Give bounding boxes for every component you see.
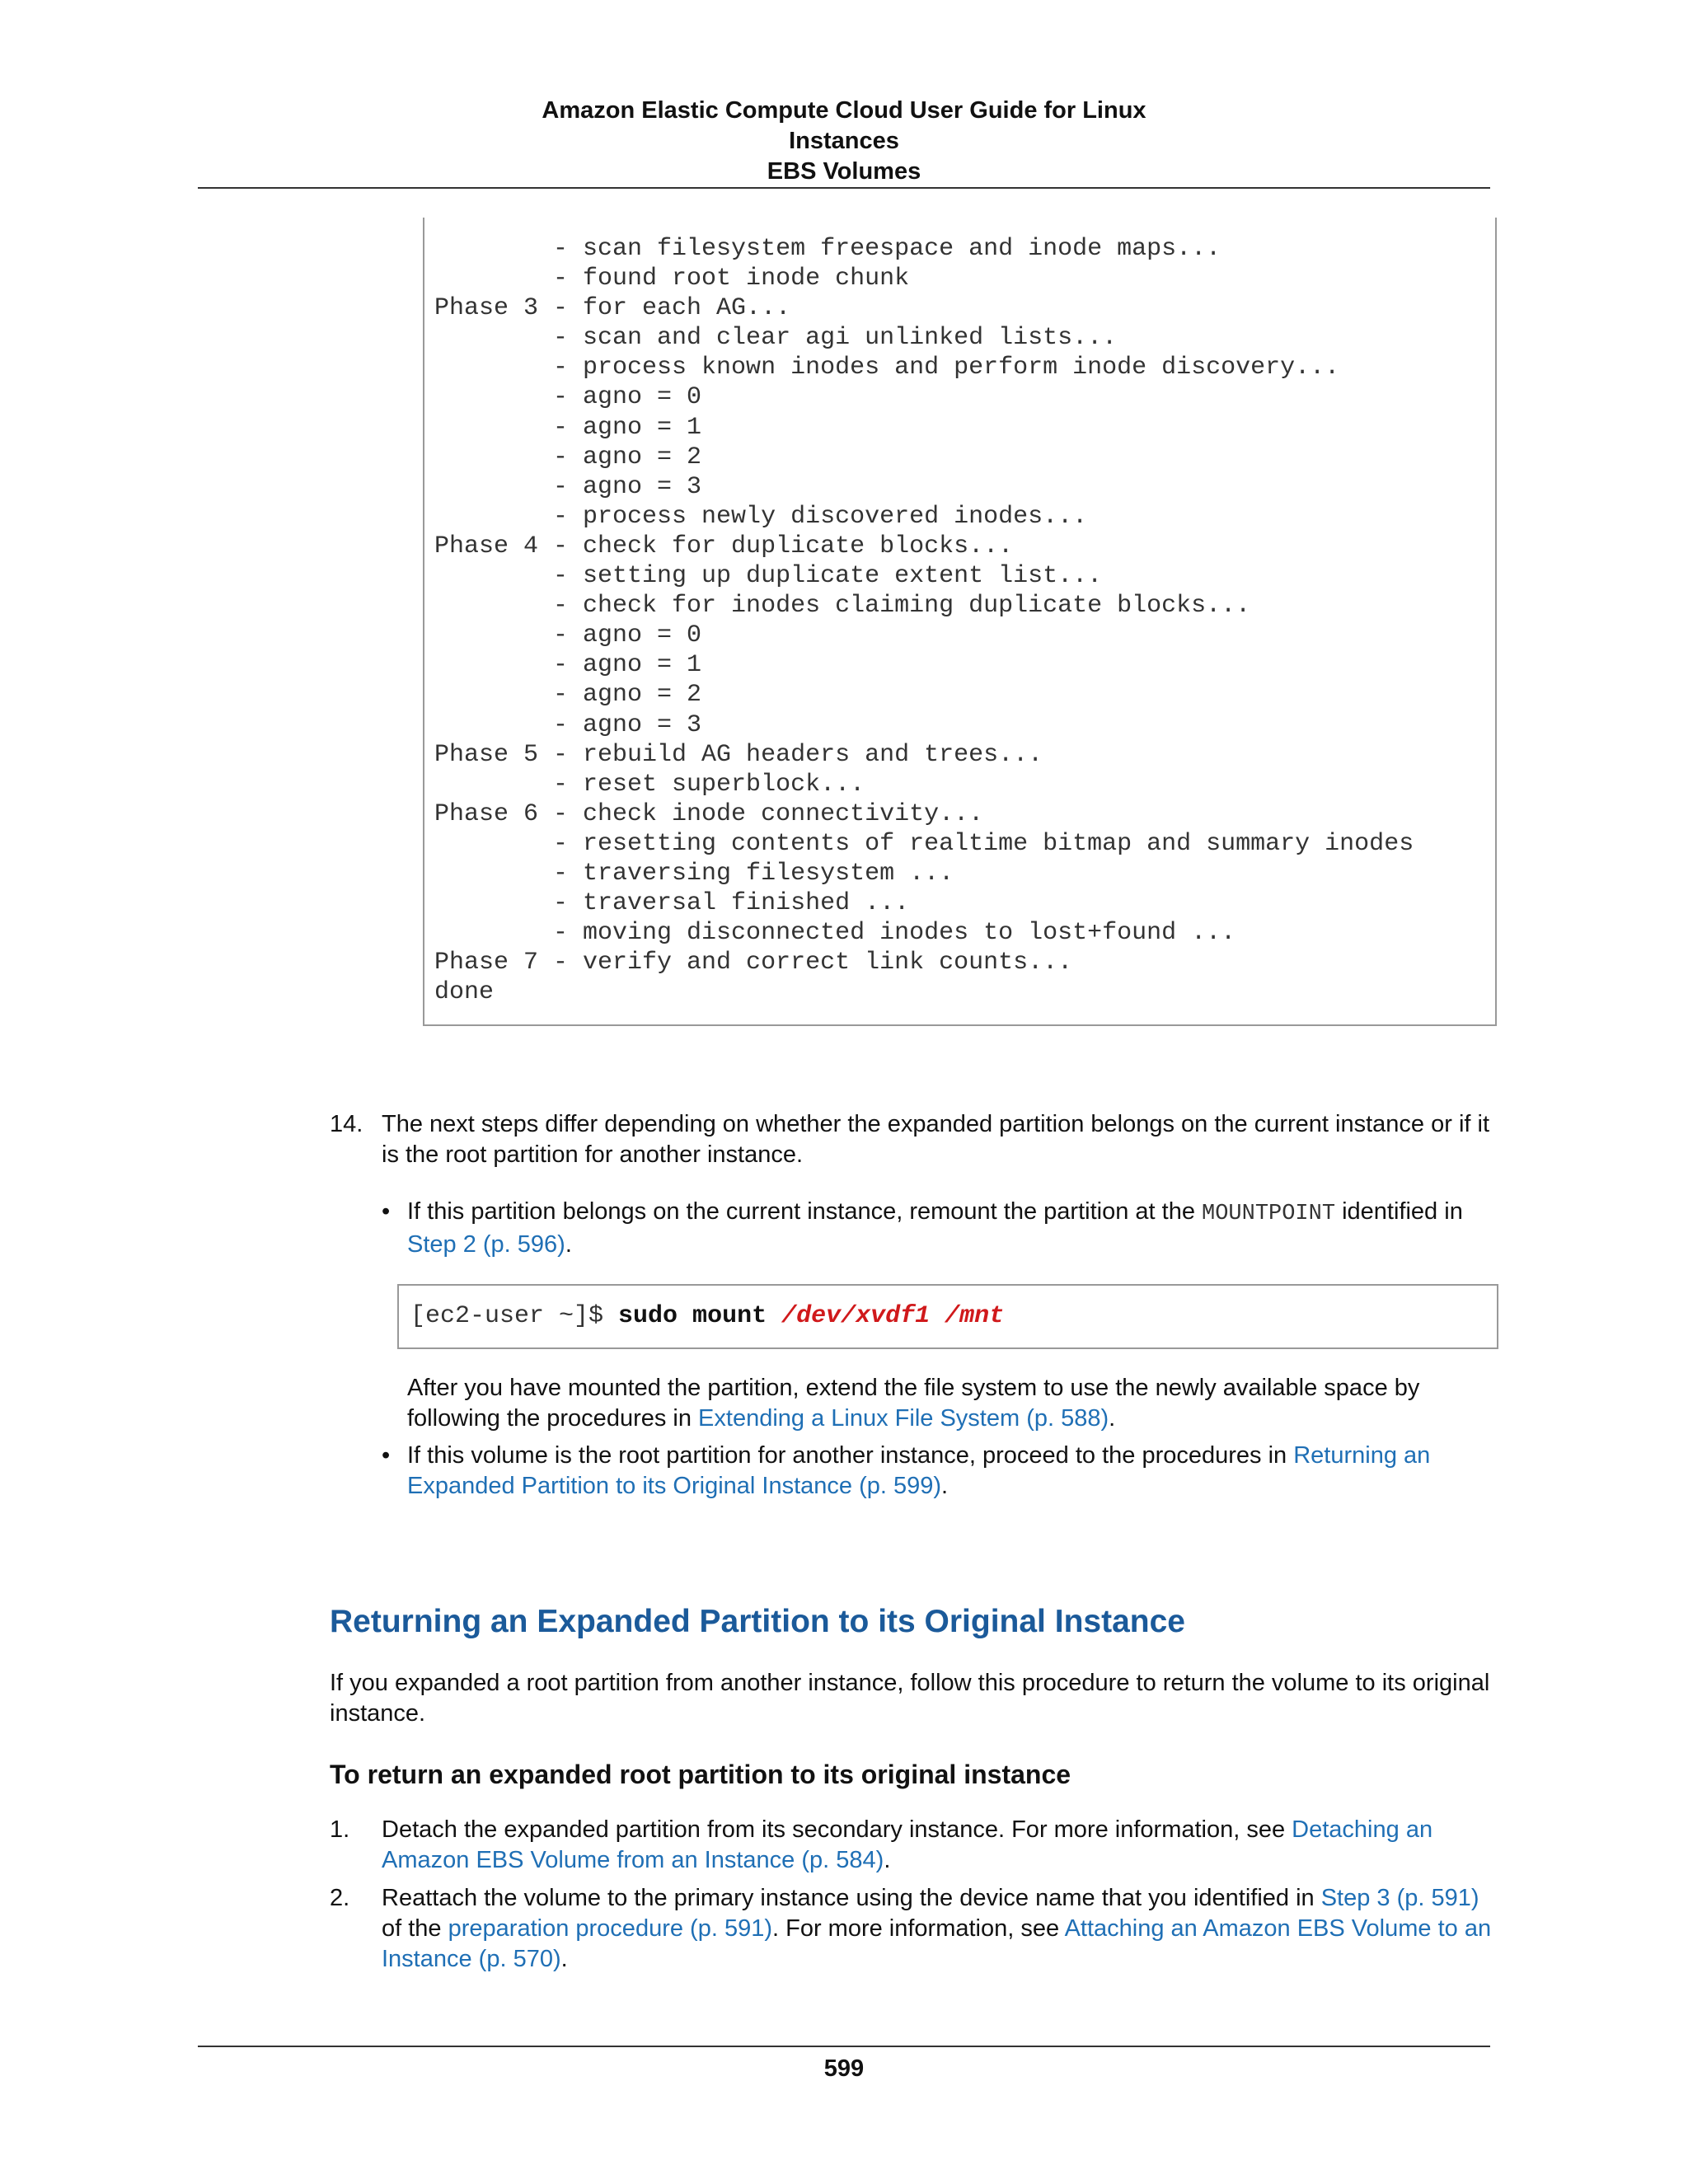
header-guide-title: Amazon Elastic Compute Cloud User Guide for Linux xyxy=(542,97,1146,124)
bullet-marker: • xyxy=(382,1442,391,1469)
bullet-text: If this partition belongs on the current instance, remount the partition at the xyxy=(407,1198,1203,1225)
paragraph-text: After you have mounted the partition, extend the file system to use the newly available space by following the procedures in xyxy=(407,1375,1420,1432)
code-output-block xyxy=(423,218,1497,1026)
attaching-volume-link[interactable]: Attaching an Amazon EBS Volume to an Instance (p. 570) xyxy=(382,1915,1492,1972)
step-3-link[interactable]: Step 3 (p. 591) xyxy=(1320,1885,1479,1911)
code-output-text: - scan filesystem freespace and inode maps... - found root inode chunk Phase 3 - for each AG... - scan and clear agi unlinked lists... - process known inodes and perform inode discovery... - agno = 0 - agno = 1 - agno = 2 - agno = 3 - process newly discovered inodes... Phase 4 - check for duplicate blocks... - setting up duplicate extent list... - check for inodes claiming duplicate blocks... - agno = 0 - agno = 1 - agno = 2 - agno = 3 Phase 5 - rebuild AG headers and trees... - reset superblock... Phase 6 - check inode connectivity... - resetting contents of realtime bitmap and summary inodes - traversing filesystem ... - traversal finished ... - moving disconnected inodes to lost+found ... Phase 7 - verify and correct link counts... done xyxy=(434,235,1414,1007)
bullet-text: If this volume is the root partition for another instance, proceed to the procedures in xyxy=(407,1442,1294,1469)
step-text: of the xyxy=(382,1915,448,1942)
paragraph-text: . xyxy=(1109,1405,1116,1432)
after-mount-paragraph xyxy=(407,1373,1503,1434)
shell-prompt: [ec2-user ~]$ xyxy=(410,1302,619,1330)
bullet-text: . xyxy=(565,1231,572,1258)
returning-partition-link[interactable]: Returning an Expanded Partition to its Original Instance (p. 599) xyxy=(407,1442,1431,1499)
mount-command-block xyxy=(397,1284,1498,1349)
step-text: The next steps differ depending on whether the expanded partition belongs on the current instance or if it is the root partition for another instance. xyxy=(382,1111,1490,1168)
step-text: . For more information, see xyxy=(771,1915,1065,1942)
header-rule xyxy=(198,187,1490,189)
step-text: . xyxy=(884,1847,891,1873)
step-2-link[interactable]: Step 2 (p. 596) xyxy=(407,1231,565,1258)
bullet-text: . xyxy=(941,1473,949,1499)
command-name: sudo mount xyxy=(618,1302,782,1330)
bullet-marker: • xyxy=(382,1198,391,1225)
footer-rule xyxy=(198,2046,1490,2047)
step-text: Detach the expanded partition from its secondary instance. For more information, see xyxy=(382,1816,1292,1843)
extending-filesystem-link[interactable]: Extending a Linux File System (p. 588) xyxy=(698,1405,1109,1432)
header-subtitle: Instances xyxy=(789,128,899,154)
section-heading: Returning an Expanded Partition to its Original Instance xyxy=(330,1604,1185,1639)
detaching-volume-link[interactable]: Detaching an Amazon EBS Volume from an Instance (p. 584) xyxy=(382,1816,1433,1873)
bullet-text: identified in xyxy=(1335,1198,1463,1225)
header-section: EBS Volumes xyxy=(767,158,921,185)
step-number: 1. xyxy=(330,1816,350,1843)
preparation-procedure-link[interactable]: preparation procedure (p. 591) xyxy=(448,1915,772,1942)
page-number: 599 xyxy=(823,2055,865,2082)
procedure-heading: To return an expanded root partition to its original instance xyxy=(330,1760,1071,1789)
page-header xyxy=(198,96,1490,187)
step-text: Reattach the volume to the primary instance using the device name that you identified in xyxy=(382,1885,1321,1911)
mountpoint-code: MOUNTPOINT xyxy=(1202,1202,1336,1226)
section-intro: If you expanded a root partition from another instance, follow this procedure to return the volume to its original instance. xyxy=(330,1670,1490,1727)
command-args: /dev/xvdf1 /mnt xyxy=(781,1302,1005,1330)
step-text: . xyxy=(560,1946,568,1972)
step-number: 2. xyxy=(330,1885,350,1911)
step-number: 14. xyxy=(330,1111,363,1137)
